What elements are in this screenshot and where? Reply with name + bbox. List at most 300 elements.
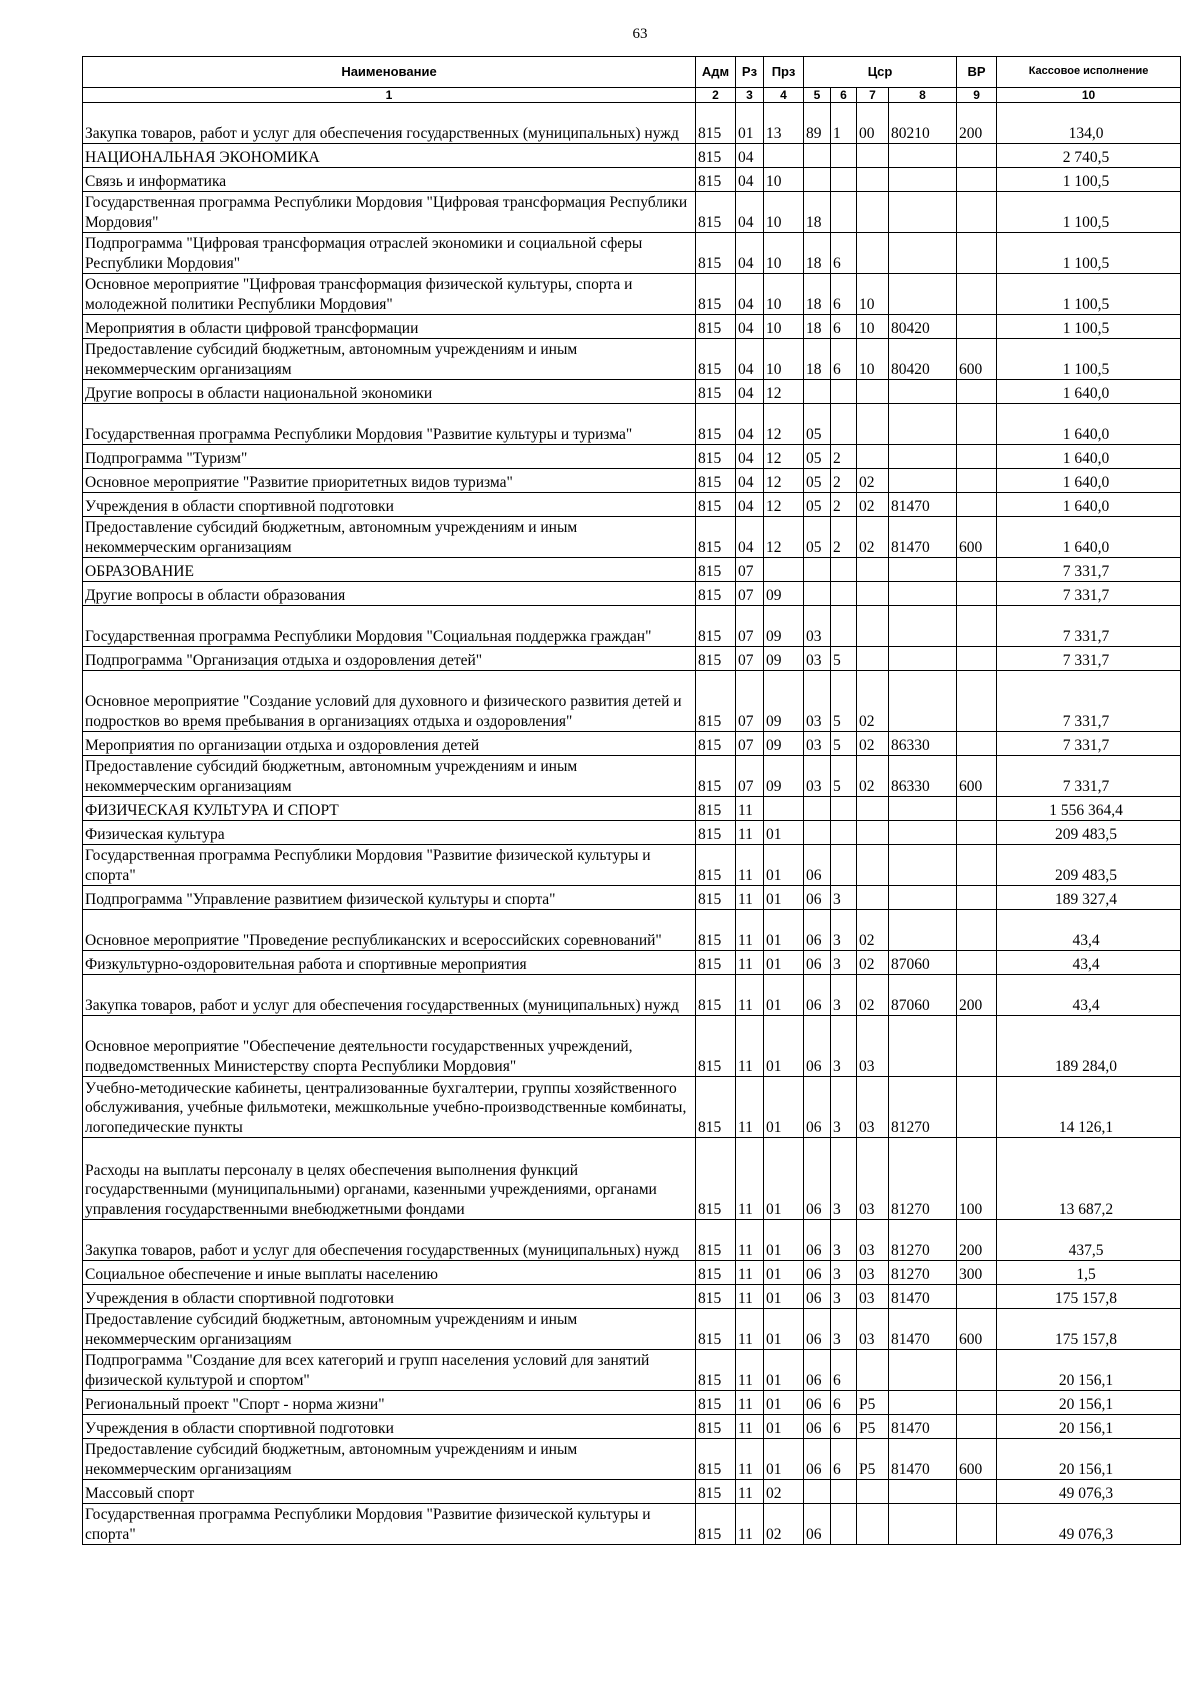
row-rz: 04	[736, 168, 764, 192]
row-csr-subprogram: 3	[831, 1077, 857, 1138]
row-adm: 815	[696, 445, 736, 469]
column-number-row	[83, 88, 1181, 103]
row-vr	[957, 1016, 997, 1077]
row-name: Предоставление субсидий бюджетным, автономным учреждениям и иным некоммерческим организациям	[83, 1309, 696, 1350]
row-csr-event: 00	[857, 103, 889, 144]
row-rz: 01	[736, 103, 764, 144]
row-adm: 815	[696, 558, 736, 582]
row-name: Учреждения в области спортивной подготовки	[83, 1285, 696, 1309]
row-vr	[957, 845, 997, 886]
row-rz: 11	[736, 821, 764, 845]
row-adm: 815	[696, 168, 736, 192]
row-rz: 04	[736, 445, 764, 469]
row-csr-program: 03	[804, 671, 831, 732]
row-csr-direction	[889, 1016, 957, 1077]
row-csr-event: 03	[857, 1285, 889, 1309]
row-csr-program: 06	[804, 1309, 831, 1350]
row-csr-subprogram	[831, 380, 857, 404]
row-amount: 7 331,7	[997, 732, 1181, 756]
row-csr-program	[804, 144, 831, 168]
row-vr	[957, 274, 997, 315]
column-number: 4	[764, 88, 804, 103]
row-prz: 13	[764, 103, 804, 144]
row-prz: 01	[764, 1220, 804, 1261]
row-csr-event	[857, 647, 889, 671]
table-row	[83, 1077, 1181, 1138]
row-csr-subprogram: 5	[831, 732, 857, 756]
row-rz: 04	[736, 469, 764, 493]
row-adm: 815	[696, 886, 736, 910]
row-csr-direction	[889, 1350, 957, 1391]
row-name: Основное мероприятие "Создание условий для духовного и физического развития детей и подростков во время пребывания в организациях отдыха и оздоровления"	[83, 671, 696, 732]
row-prz: 01	[764, 951, 804, 975]
row-vr	[957, 582, 997, 606]
row-csr-event	[857, 821, 889, 845]
table-row	[83, 756, 1181, 797]
row-prz: 09	[764, 756, 804, 797]
row-adm: 815	[696, 339, 736, 380]
row-prz: 09	[764, 606, 804, 647]
row-amount: 189 284,0	[997, 1016, 1181, 1077]
row-adm: 815	[696, 380, 736, 404]
table-row	[83, 493, 1181, 517]
row-csr-direction	[889, 886, 957, 910]
row-csr-program: 06	[804, 1138, 831, 1220]
header-adm: Адм	[696, 57, 736, 88]
row-csr-subprogram: 3	[831, 910, 857, 951]
row-vr: 600	[957, 517, 997, 558]
table-row	[83, 1016, 1181, 1077]
row-rz: 04	[736, 233, 764, 274]
row-csr-direction: 81470	[889, 493, 957, 517]
table-row	[83, 1391, 1181, 1415]
table-row	[83, 445, 1181, 469]
row-vr: 600	[957, 1309, 997, 1350]
row-adm: 815	[696, 1504, 736, 1545]
row-csr-direction	[889, 168, 957, 192]
row-vr: 200	[957, 1220, 997, 1261]
row-csr-event: 02	[857, 975, 889, 1016]
row-csr-event: 02	[857, 756, 889, 797]
row-vr	[957, 606, 997, 647]
row-prz: 12	[764, 380, 804, 404]
row-csr-direction: 87060	[889, 951, 957, 975]
row-vr	[957, 951, 997, 975]
row-name: Государственная программа Республики Мордовия "Развитие физической культуры и спорта"	[83, 1504, 696, 1545]
row-csr-direction	[889, 380, 957, 404]
header-vr: ВР	[957, 57, 997, 88]
row-name: Физическая культура	[83, 821, 696, 845]
row-csr-event: 03	[857, 1077, 889, 1138]
row-csr-subprogram	[831, 1480, 857, 1504]
row-csr-program: 06	[804, 1077, 831, 1138]
row-amount: 1 100,5	[997, 315, 1181, 339]
row-amount: 189 327,4	[997, 886, 1181, 910]
row-csr-program: 03	[804, 732, 831, 756]
row-csr-event	[857, 192, 889, 233]
row-vr	[957, 493, 997, 517]
row-rz: 04	[736, 144, 764, 168]
row-name: ОБРАЗОВАНИЕ	[83, 558, 696, 582]
row-name: Основное мероприятие "Цифровая трансформация физической культуры, спорта и молодежной политики Республики Мордовия"	[83, 274, 696, 315]
row-rz: 11	[736, 1415, 764, 1439]
row-adm: 815	[696, 1077, 736, 1138]
row-adm: 815	[696, 582, 736, 606]
row-amount: 1 100,5	[997, 339, 1181, 380]
row-csr-direction	[889, 606, 957, 647]
row-name: Расходы на выплаты персоналу в целях обеспечения выполнения функций государственными (муниципальными) органами, казенными учреждениями, органами управления государственными внебюджетными фондами	[83, 1138, 696, 1220]
row-rz: 04	[736, 315, 764, 339]
row-vr	[957, 168, 997, 192]
table-row	[83, 1138, 1181, 1220]
row-csr-direction	[889, 469, 957, 493]
row-rz: 04	[736, 517, 764, 558]
row-csr-subprogram: 2	[831, 469, 857, 493]
row-prz: 12	[764, 445, 804, 469]
row-vr	[957, 821, 997, 845]
row-csr-subprogram	[831, 558, 857, 582]
table-row	[83, 886, 1181, 910]
row-prz: 01	[764, 975, 804, 1016]
row-vr	[957, 910, 997, 951]
row-csr-direction: 86330	[889, 756, 957, 797]
row-name: Подпрограмма "Цифровая трансформация отраслей экономики и социальной сферы Республики Мордовия"	[83, 233, 696, 274]
row-name: Закупка товаров, работ и услуг для обеспечения государственных (муниципальных) нужд	[83, 1220, 696, 1261]
row-csr-subprogram: 5	[831, 671, 857, 732]
row-name: Учреждения в области спортивной подготовки	[83, 493, 696, 517]
row-csr-event: 03	[857, 1309, 889, 1350]
row-csr-subprogram: 3	[831, 1261, 857, 1285]
row-name: Подпрограмма "Управление развитием физической культуры и спорта"	[83, 886, 696, 910]
row-vr	[957, 1415, 997, 1439]
table-row	[83, 1504, 1181, 1545]
row-rz: 11	[736, 1439, 764, 1480]
table-row	[83, 1220, 1181, 1261]
row-csr-subprogram: 3	[831, 886, 857, 910]
row-vr	[957, 647, 997, 671]
row-adm: 815	[696, 233, 736, 274]
row-csr-subprogram	[831, 797, 857, 821]
row-amount: 1 640,0	[997, 469, 1181, 493]
table-row	[83, 845, 1181, 886]
row-adm: 815	[696, 1350, 736, 1391]
row-csr-event	[857, 1504, 889, 1545]
row-csr-event: 02	[857, 732, 889, 756]
row-vr: 600	[957, 1439, 997, 1480]
row-adm: 815	[696, 517, 736, 558]
table-row	[83, 1285, 1181, 1309]
row-amount: 43,4	[997, 951, 1181, 975]
row-adm: 815	[696, 756, 736, 797]
row-amount: 7 331,7	[997, 756, 1181, 797]
table-row	[83, 910, 1181, 951]
row-prz: 12	[764, 493, 804, 517]
row-csr-subprogram	[831, 845, 857, 886]
table-row	[83, 558, 1181, 582]
row-csr-event	[857, 845, 889, 886]
header-csr: Цср	[804, 57, 957, 88]
row-csr-program: 06	[804, 1016, 831, 1077]
row-csr-direction: 87060	[889, 975, 957, 1016]
row-rz: 11	[736, 1220, 764, 1261]
row-name: Основное мероприятие "Проведение республиканских и всероссийских соревнований"	[83, 910, 696, 951]
row-csr-event: P5	[857, 1415, 889, 1439]
row-csr-direction	[889, 671, 957, 732]
row-name: Другие вопросы в области национальной экономики	[83, 380, 696, 404]
row-adm: 815	[696, 1138, 736, 1220]
row-amount: 20 156,1	[997, 1439, 1181, 1480]
row-name: Учебно-методические кабинеты, централизованные бухгалтерии, группы хозяйственного обслуживания, учебные фильмотеки, межшкольные учебно-производственные комбинаты, логопедические пункты	[83, 1077, 696, 1138]
row-name: Подпрограмма "Организация отдыха и оздоровления детей"	[83, 647, 696, 671]
row-csr-subprogram: 6	[831, 339, 857, 380]
row-adm: 815	[696, 144, 736, 168]
row-adm: 815	[696, 315, 736, 339]
row-amount: 14 126,1	[997, 1077, 1181, 1138]
row-amount: 437,5	[997, 1220, 1181, 1261]
row-csr-event	[857, 445, 889, 469]
row-csr-direction	[889, 821, 957, 845]
table-row	[83, 103, 1181, 144]
row-rz: 11	[736, 1077, 764, 1138]
row-csr-program: 03	[804, 647, 831, 671]
row-csr-direction: 81470	[889, 1309, 957, 1350]
row-csr-direction	[889, 582, 957, 606]
row-csr-event: 10	[857, 339, 889, 380]
row-amount: 7 331,7	[997, 582, 1181, 606]
row-csr-event	[857, 1350, 889, 1391]
row-amount: 1,5	[997, 1261, 1181, 1285]
row-prz: 10	[764, 274, 804, 315]
row-rz: 11	[736, 1480, 764, 1504]
row-vr	[957, 404, 997, 445]
row-rz: 11	[736, 1504, 764, 1545]
row-csr-program: 06	[804, 1391, 831, 1415]
row-csr-program: 05	[804, 517, 831, 558]
row-csr-program: 06	[804, 1285, 831, 1309]
row-csr-program: 05	[804, 445, 831, 469]
row-csr-direction	[889, 558, 957, 582]
row-csr-program: 18	[804, 315, 831, 339]
row-csr-event: 03	[857, 1016, 889, 1077]
row-csr-subprogram: 3	[831, 1016, 857, 1077]
row-prz: 09	[764, 671, 804, 732]
row-csr-program: 06	[804, 845, 831, 886]
table-body	[83, 103, 1181, 1545]
table-row	[83, 1439, 1181, 1480]
row-name: Физкультурно-оздоровительная работа и спортивные мероприятия	[83, 951, 696, 975]
row-name: Социальное обеспечение и иные выплаты населению	[83, 1261, 696, 1285]
row-name: Государственная программа Республики Мордовия "Цифровая трансформация Республики Мордовия"	[83, 192, 696, 233]
row-prz: 01	[764, 1077, 804, 1138]
row-name: Предоставление субсидий бюджетным, автономным учреждениям и иным некоммерческим организациям	[83, 1439, 696, 1480]
row-csr-direction	[889, 910, 957, 951]
row-csr-subprogram: 3	[831, 1309, 857, 1350]
table-row	[83, 732, 1181, 756]
table-row	[83, 517, 1181, 558]
row-prz: 09	[764, 732, 804, 756]
row-adm: 815	[696, 1415, 736, 1439]
row-name: Закупка товаров, работ и услуг для обеспечения государственных (муниципальных) нужд	[83, 103, 696, 144]
row-adm: 815	[696, 192, 736, 233]
row-vr	[957, 380, 997, 404]
row-csr-program: 06	[804, 951, 831, 975]
row-csr-subprogram: 3	[831, 1138, 857, 1220]
table-row	[83, 797, 1181, 821]
row-csr-program: 89	[804, 103, 831, 144]
row-csr-subprogram	[831, 821, 857, 845]
row-adm: 815	[696, 647, 736, 671]
row-csr-event: P5	[857, 1391, 889, 1415]
row-csr-direction: 81270	[889, 1261, 957, 1285]
row-csr-direction: 81270	[889, 1077, 957, 1138]
row-prz: 01	[764, 1350, 804, 1391]
row-csr-program: 06	[804, 886, 831, 910]
row-rz: 07	[736, 671, 764, 732]
row-prz: 01	[764, 886, 804, 910]
row-vr	[957, 445, 997, 469]
header-row	[83, 57, 1181, 88]
table-row	[83, 582, 1181, 606]
row-csr-direction	[889, 797, 957, 821]
row-csr-subprogram: 3	[831, 1285, 857, 1309]
row-csr-direction	[889, 404, 957, 445]
row-csr-event	[857, 886, 889, 910]
row-csr-direction: 81270	[889, 1138, 957, 1220]
column-number: 5	[804, 88, 831, 103]
row-name: Региональный проект "Спорт - норма жизни"	[83, 1391, 696, 1415]
table-row	[83, 192, 1181, 233]
row-csr-subprogram: 3	[831, 951, 857, 975]
table-row	[83, 1309, 1181, 1350]
row-name: Массовый спорт	[83, 1480, 696, 1504]
row-csr-subprogram	[831, 404, 857, 445]
row-name: Основное мероприятие "Обеспечение деятельности государственных учреждений, подведомственных Министерству спорта Республики Мордовия"	[83, 1016, 696, 1077]
row-vr: 200	[957, 975, 997, 1016]
row-name: Предоставление субсидий бюджетным, автономным учреждениям и иным некоммерческим организациям	[83, 339, 696, 380]
row-prz: 10	[764, 315, 804, 339]
table-row	[83, 144, 1181, 168]
row-name: Государственная программа Республики Мордовия "Развитие физической культуры и спорта"	[83, 845, 696, 886]
row-csr-event: 02	[857, 469, 889, 493]
table-row	[83, 1261, 1181, 1285]
row-adm: 815	[696, 1391, 736, 1415]
row-csr-direction: 80210	[889, 103, 957, 144]
row-prz	[764, 797, 804, 821]
row-amount: 7 331,7	[997, 606, 1181, 647]
row-csr-event: 10	[857, 274, 889, 315]
row-amount: 175 157,8	[997, 1285, 1181, 1309]
header-cash-execution: Кассовое исполнение	[997, 57, 1181, 88]
row-amount: 175 157,8	[997, 1309, 1181, 1350]
row-csr-event: 10	[857, 315, 889, 339]
row-csr-event	[857, 582, 889, 606]
row-csr-event	[857, 606, 889, 647]
table-row	[83, 951, 1181, 975]
row-csr-direction	[889, 445, 957, 469]
row-amount: 13 687,2	[997, 1138, 1181, 1220]
row-adm: 815	[696, 1439, 736, 1480]
row-rz: 11	[736, 1261, 764, 1285]
table-row	[83, 671, 1181, 732]
row-csr-event	[857, 797, 889, 821]
row-prz: 01	[764, 1016, 804, 1077]
table-row	[83, 606, 1181, 647]
row-csr-event: 02	[857, 517, 889, 558]
row-csr-subprogram: 1	[831, 103, 857, 144]
row-name: Мероприятия по организации отдыха и оздоровления детей	[83, 732, 696, 756]
row-csr-subprogram	[831, 192, 857, 233]
row-csr-subprogram	[831, 1504, 857, 1545]
row-vr	[957, 558, 997, 582]
header-name: Наименование	[83, 57, 696, 88]
column-number: 8	[889, 88, 957, 103]
row-amount: 1 640,0	[997, 517, 1181, 558]
row-rz: 07	[736, 582, 764, 606]
row-csr-subprogram: 6	[831, 1439, 857, 1480]
row-vr	[957, 732, 997, 756]
row-name: Предоставление субсидий бюджетным, автономным учреждениям и иным некоммерческим организациям	[83, 517, 696, 558]
row-csr-program: 06	[804, 975, 831, 1016]
table-row	[83, 404, 1181, 445]
row-csr-program: 18	[804, 192, 831, 233]
row-prz: 02	[764, 1480, 804, 1504]
row-csr-subprogram: 6	[831, 1415, 857, 1439]
row-csr-program: 06	[804, 1350, 831, 1391]
row-rz: 11	[736, 975, 764, 1016]
row-csr-direction	[889, 144, 957, 168]
row-csr-direction: 86330	[889, 732, 957, 756]
row-name: Подпрограмма "Создание для всех категорий и групп населения условий для занятий физической культурой и спортом"	[83, 1350, 696, 1391]
row-prz: 09	[764, 647, 804, 671]
row-csr-direction	[889, 845, 957, 886]
row-csr-program: 03	[804, 606, 831, 647]
row-prz: 01	[764, 1391, 804, 1415]
row-csr-subprogram: 6	[831, 315, 857, 339]
row-amount: 49 076,3	[997, 1504, 1181, 1545]
row-rz: 04	[736, 493, 764, 517]
row-csr-event	[857, 380, 889, 404]
row-csr-program: 18	[804, 233, 831, 274]
row-prz: 10	[764, 233, 804, 274]
row-name: Основное мероприятие "Развитие приоритетных видов туризма"	[83, 469, 696, 493]
row-prz: 02	[764, 1504, 804, 1545]
row-amount: 209 483,5	[997, 845, 1181, 886]
row-vr: 200	[957, 103, 997, 144]
row-csr-direction: 80420	[889, 315, 957, 339]
row-name: Закупка товаров, работ и услуг для обеспечения государственных (муниципальных) нужд	[83, 975, 696, 1016]
row-adm: 815	[696, 845, 736, 886]
row-csr-direction	[889, 192, 957, 233]
row-amount: 20 156,1	[997, 1391, 1181, 1415]
row-adm: 815	[696, 1285, 736, 1309]
row-csr-event: 02	[857, 951, 889, 975]
row-csr-direction: 81470	[889, 1415, 957, 1439]
row-adm: 815	[696, 1480, 736, 1504]
row-prz	[764, 558, 804, 582]
row-vr	[957, 886, 997, 910]
row-csr-direction	[889, 1480, 957, 1504]
row-csr-program: 06	[804, 1439, 831, 1480]
row-csr-subprogram	[831, 168, 857, 192]
row-name: Государственная программа Республики Мордовия "Социальная поддержка граждан"	[83, 606, 696, 647]
row-adm: 815	[696, 1016, 736, 1077]
row-vr: 100	[957, 1138, 997, 1220]
row-csr-program: 06	[804, 1220, 831, 1261]
row-csr-subprogram: 3	[831, 975, 857, 1016]
row-csr-program: 05	[804, 404, 831, 445]
table-row	[83, 821, 1181, 845]
row-csr-direction	[889, 1504, 957, 1545]
